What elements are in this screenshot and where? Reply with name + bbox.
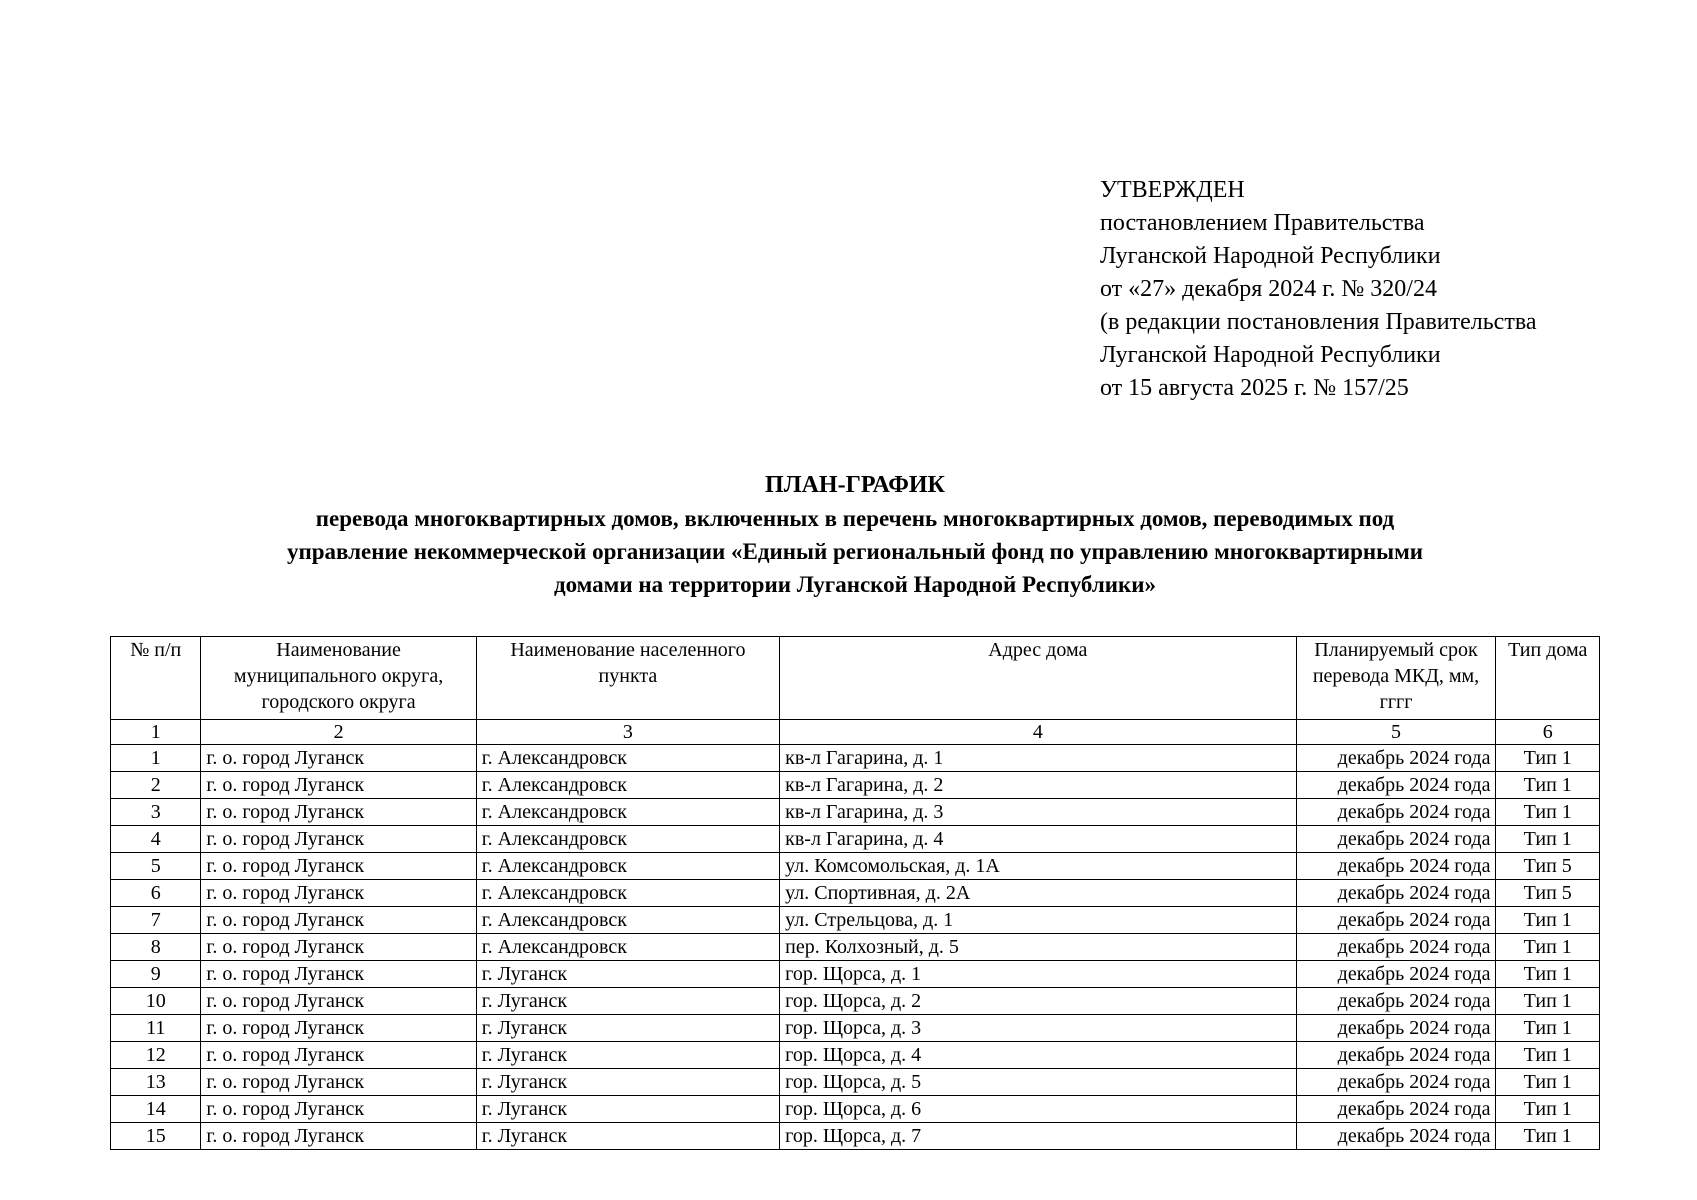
locality-cell: г. Луганск: [476, 1042, 779, 1069]
column-number: 6: [1496, 720, 1600, 745]
column-header-district: Наименование муниципального округа, городского округа: [201, 637, 476, 720]
locality-cell: г. Луганск: [476, 1123, 779, 1150]
deadline-cell: декабрь 2024 года: [1296, 934, 1496, 961]
deadline-cell: декабрь 2024 года: [1296, 745, 1496, 772]
house-type-cell: Тип 1: [1496, 1123, 1600, 1150]
column-header-number: № п/п: [111, 637, 201, 720]
address-cell: кв-л Гагарина, д. 2: [780, 772, 1296, 799]
house-type-cell: Тип 1: [1496, 1096, 1600, 1123]
address-cell: гор. Щорса, д. 1: [780, 961, 1296, 988]
document-title: ПЛАН-ГРАФИК: [765, 472, 945, 498]
district-cell: г. о. город Луганск: [201, 1123, 476, 1150]
column-header-locality: Наименование населенного пункта: [476, 637, 779, 720]
row-number-cell: 1: [111, 745, 201, 772]
locality-cell: г. Луганск: [476, 1069, 779, 1096]
table-row: [111, 853, 1600, 880]
deadline-cell: декабрь 2024 года: [1296, 1042, 1496, 1069]
approval-line: постановлением Правительства: [1100, 210, 1425, 236]
column-header-address: Адрес дома: [780, 637, 1296, 720]
schedule-table: [110, 636, 1600, 1150]
district-cell: г. о. город Луганск: [201, 826, 476, 853]
address-cell: гор. Щорса, д. 7: [780, 1123, 1296, 1150]
document-subtitle-line: перевода многоквартирных домов, включенных в перечень многоквартирных домов, переводимых под: [315, 506, 1395, 531]
document-title-block: [110, 469, 1600, 601]
approval-line: (в редакции постановления Правительства: [1100, 309, 1537, 335]
row-number-cell: 7: [111, 907, 201, 934]
house-type-cell: Тип 5: [1496, 880, 1600, 907]
approval-line: от «27» декабря 2024 г. № 320/24: [1100, 276, 1437, 302]
column-number: 5: [1296, 720, 1496, 745]
address-cell: кв-л Гагарина, д. 4: [780, 826, 1296, 853]
row-number-cell: 10: [111, 988, 201, 1015]
table-row: [111, 988, 1600, 1015]
document-subtitle-line: управление некоммерческой организации «Единый региональный фонд по управлению многоквартирными: [286, 539, 1424, 564]
document-subtitle-line: домами на территории Луганской Народной Республики»: [553, 572, 1157, 597]
deadline-cell: декабрь 2024 года: [1296, 1096, 1496, 1123]
deadline-cell: декабрь 2024 года: [1296, 1123, 1496, 1150]
district-cell: г. о. город Луганск: [201, 934, 476, 961]
locality-cell: г. Александровск: [476, 907, 779, 934]
district-cell: г. о. город Луганск: [201, 853, 476, 880]
district-cell: г. о. город Луганск: [201, 907, 476, 934]
deadline-cell: декабрь 2024 года: [1296, 1069, 1496, 1096]
address-cell: гор. Щорса, д. 6: [780, 1096, 1296, 1123]
house-type-cell: Тип 1: [1496, 988, 1600, 1015]
house-type-cell: Тип 1: [1496, 772, 1600, 799]
table-row: [111, 1096, 1600, 1123]
locality-cell: г. Александровск: [476, 745, 779, 772]
deadline-cell: декабрь 2024 года: [1296, 826, 1496, 853]
table-row: [111, 961, 1600, 988]
address-cell: гор. Щорса, д. 2: [780, 988, 1296, 1015]
locality-cell: г. Александровск: [476, 853, 779, 880]
deadline-cell: декабрь 2024 года: [1296, 853, 1496, 880]
locality-cell: г. Александровск: [476, 934, 779, 961]
row-number-cell: 8: [111, 934, 201, 961]
table-row: [111, 1042, 1600, 1069]
table-row: [111, 799, 1600, 826]
locality-cell: г. Луганск: [476, 988, 779, 1015]
table-row: [111, 880, 1600, 907]
house-type-cell: Тип 1: [1496, 934, 1600, 961]
row-number-cell: 14: [111, 1096, 201, 1123]
column-number: 1: [111, 720, 201, 745]
house-type-cell: Тип 1: [1496, 907, 1600, 934]
house-type-cell: Тип 1: [1496, 799, 1600, 826]
row-number-cell: 4: [111, 826, 201, 853]
house-type-cell: Тип 1: [1496, 826, 1600, 853]
district-cell: г. о. город Луганск: [201, 745, 476, 772]
table-header-row: [111, 637, 1600, 720]
approval-line: от 15 августа 2025 г. № 157/25: [1100, 375, 1409, 401]
district-cell: г. о. город Луганск: [201, 988, 476, 1015]
address-cell: гор. Щорса, д. 4: [780, 1042, 1296, 1069]
table-row: [111, 772, 1600, 799]
locality-cell: г. Александровск: [476, 772, 779, 799]
approval-stamp: [1100, 174, 1537, 405]
deadline-cell: декабрь 2024 года: [1296, 961, 1496, 988]
address-cell: ул. Спортивная, д. 2А: [780, 880, 1296, 907]
row-number-cell: 3: [111, 799, 201, 826]
approval-line: Луганской Народной Республики: [1100, 342, 1441, 368]
address-cell: гор. Щорса, д. 3: [780, 1015, 1296, 1042]
row-number-cell: 2: [111, 772, 201, 799]
address-cell: ул. Стрельцова, д. 1: [780, 907, 1296, 934]
district-cell: г. о. город Луганск: [201, 1096, 476, 1123]
deadline-cell: декабрь 2024 года: [1296, 772, 1496, 799]
column-number: 2: [201, 720, 476, 745]
house-type-cell: Тип 1: [1496, 1015, 1600, 1042]
locality-cell: г. Александровск: [476, 799, 779, 826]
district-cell: г. о. город Луганск: [201, 961, 476, 988]
address-cell: гор. Щорса, д. 5: [780, 1069, 1296, 1096]
district-cell: г. о. город Луганск: [201, 772, 476, 799]
column-number: 3: [476, 720, 779, 745]
table-row: [111, 745, 1600, 772]
row-number-cell: 12: [111, 1042, 201, 1069]
table-row: [111, 1069, 1600, 1096]
table-row: [111, 934, 1600, 961]
house-type-cell: Тип 1: [1496, 1069, 1600, 1096]
district-cell: г. о. город Луганск: [201, 1069, 476, 1096]
table-row: [111, 826, 1600, 853]
table-row: [111, 1015, 1600, 1042]
row-number-cell: 9: [111, 961, 201, 988]
column-header-deadline: Планируемый срок перевода МКД, мм, гггг: [1296, 637, 1496, 720]
locality-cell: г. Александровск: [476, 826, 779, 853]
column-header-house-type: Тип дома: [1496, 637, 1600, 720]
row-number-cell: 6: [111, 880, 201, 907]
row-number-cell: 13: [111, 1069, 201, 1096]
locality-cell: г. Луганск: [476, 961, 779, 988]
district-cell: г. о. город Луганск: [201, 880, 476, 907]
district-cell: г. о. город Луганск: [201, 1015, 476, 1042]
approval-line: Луганской Народной Республики: [1100, 243, 1441, 269]
house-type-cell: Тип 1: [1496, 1042, 1600, 1069]
table-row: [111, 907, 1600, 934]
column-number: 4: [780, 720, 1296, 745]
district-cell: г. о. город Луганск: [201, 1042, 476, 1069]
approval-line: УТВЕРЖДЕН: [1100, 177, 1245, 203]
locality-cell: г. Луганск: [476, 1096, 779, 1123]
deadline-cell: декабрь 2024 года: [1296, 988, 1496, 1015]
table-body: [111, 745, 1600, 1150]
deadline-cell: декабрь 2024 года: [1296, 1015, 1496, 1042]
deadline-cell: декабрь 2024 года: [1296, 880, 1496, 907]
house-type-cell: Тип 5: [1496, 853, 1600, 880]
row-number-cell: 15: [111, 1123, 201, 1150]
row-number-cell: 5: [111, 853, 201, 880]
address-cell: пер. Колхозный, д. 5: [780, 934, 1296, 961]
locality-cell: г. Луганск: [476, 1015, 779, 1042]
deadline-cell: декабрь 2024 года: [1296, 907, 1496, 934]
house-type-cell: Тип 1: [1496, 961, 1600, 988]
house-type-cell: Тип 1: [1496, 745, 1600, 772]
address-cell: ул. Комсомольская, д. 1А: [780, 853, 1296, 880]
deadline-cell: декабрь 2024 года: [1296, 799, 1496, 826]
table-row: [111, 1123, 1600, 1150]
district-cell: г. о. город Луганск: [201, 799, 476, 826]
address-cell: кв-л Гагарина, д. 3: [780, 799, 1296, 826]
address-cell: кв-л Гагарина, д. 1: [780, 745, 1296, 772]
locality-cell: г. Александровск: [476, 880, 779, 907]
column-number-row: [111, 720, 1600, 745]
row-number-cell: 11: [111, 1015, 201, 1042]
